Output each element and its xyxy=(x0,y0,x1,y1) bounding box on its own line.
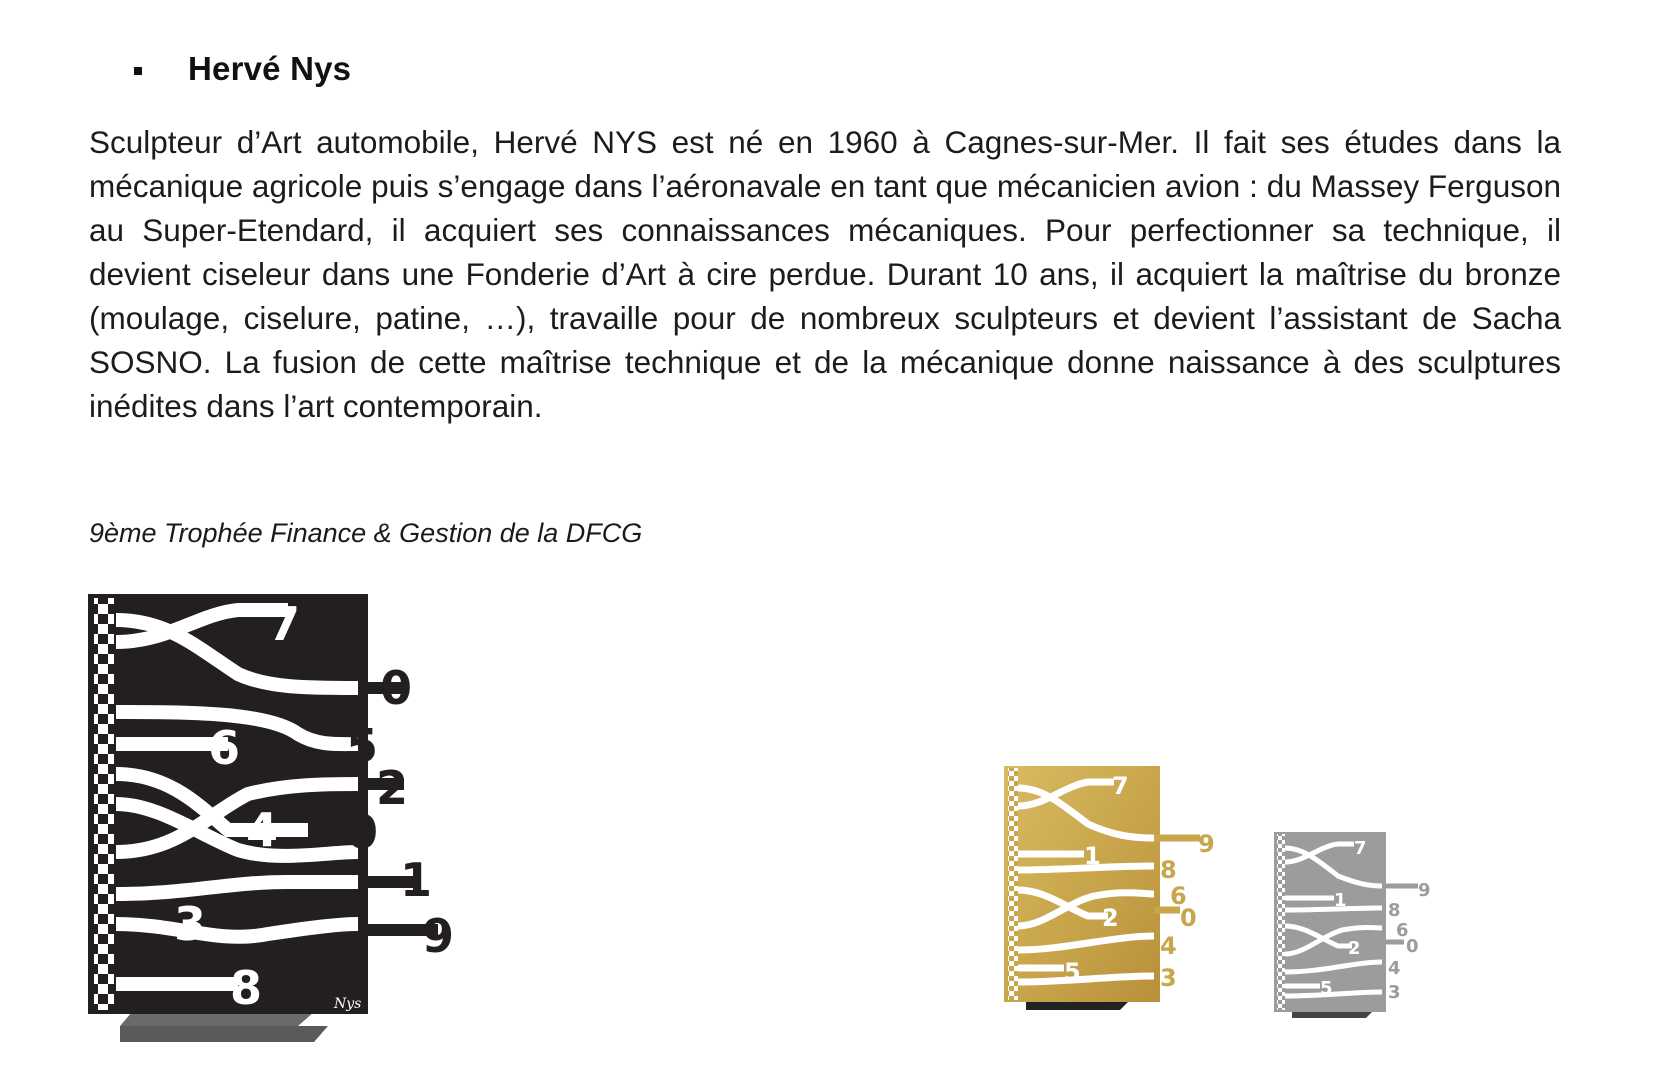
trophy-gold-image xyxy=(1004,766,1224,1016)
square-bullet-icon xyxy=(134,67,142,75)
trophy-gold-right-number: 6 xyxy=(1170,882,1187,910)
trophy-silver-right-number: 4 xyxy=(1388,958,1401,979)
trophy-gold-right-number: 8 xyxy=(1160,856,1177,884)
trophy-main-right-number: 0 xyxy=(380,661,413,715)
trophy-main-right-number: 9 xyxy=(422,909,455,963)
trophy-main-checker xyxy=(94,598,114,1010)
trophy-gold-right-number: 9 xyxy=(1198,830,1215,858)
trophy-main-left-number: 7 xyxy=(268,597,301,651)
trophy-gold-left-number: 7 xyxy=(1112,772,1129,800)
trophy-signature: Nys xyxy=(334,996,362,1012)
trophy-main-right-number: 2 xyxy=(376,761,409,815)
trophy-main-image xyxy=(88,594,488,1046)
trophy-caption: 9ème Trophée Finance & Gestion de la DFCG xyxy=(89,518,643,548)
section-heading xyxy=(134,50,351,88)
trophy-silver-right-number: 0 xyxy=(1406,936,1419,957)
trophy-gold-left-number: 2 xyxy=(1102,904,1119,932)
trophy-gold-right-number: 3 xyxy=(1160,964,1177,992)
trophy-main-right-number: 0 xyxy=(346,805,379,859)
trophy-silver-right-number: 9 xyxy=(1418,880,1431,901)
trophy-silver-left-number: 1 xyxy=(1334,890,1347,911)
biography-paragraph: Sculpteur d’Art automobile, Hervé NYS est né en 1960 à Cagnes-sur-Mer. Il fait ses études dans la mécanique agricole puis s’engage dans l’aéronavale en tant que mécanicien avion : du Massey Ferguson au Super-Etendard, il acquiert ses connaissances mécaniques. Pour perfectionner sa technique, il devient ciseleur dans une Fonderie d’Art à cire perdue. Durant 10 ans, il acquiert la maîtrise du bronze (moulage, ciselure, patine, …), travaille pour de nombreux sculpteurs et devient l’assistant de Sacha SOSNO. La fusion de cette maîtrise technique et de la mécanique donne naissance à des sculptures inédites dans l’art contemporain. xyxy=(89,124,1561,424)
trophy-gold-right-number: 0 xyxy=(1180,904,1197,932)
trophy-gold-left-number: 1 xyxy=(1084,842,1101,870)
trophy-main-right-number: 1 xyxy=(400,853,433,907)
trophy-silver-left-number: 5 xyxy=(1320,978,1333,999)
trophy-silver-right-number: 6 xyxy=(1396,920,1409,941)
trophy-silver-svg xyxy=(1274,832,1444,1022)
heading-title: Hervé Nys xyxy=(188,50,352,87)
trophy-gold-left-number: 5 xyxy=(1064,958,1081,986)
trophy-main-left-number: 4 xyxy=(246,803,279,857)
trophy-silver-right-number: 3 xyxy=(1388,982,1401,1003)
trophy-silver-left-number: 7 xyxy=(1354,838,1367,859)
trophy-main-base xyxy=(120,1026,328,1042)
trophy-gold-right-number: 4 xyxy=(1160,932,1177,960)
trophy-main-left-number: 8 xyxy=(230,961,263,1015)
trophy-gold-svg xyxy=(1004,766,1224,1016)
trophy-main-right-number: 5 xyxy=(346,719,379,773)
trophy-main-left-number: 3 xyxy=(174,897,207,951)
trophy-silver-right-number: 8 xyxy=(1388,900,1401,921)
trophy-main-left-number: 6 xyxy=(208,721,241,775)
trophy-silver-left-number: 2 xyxy=(1348,938,1361,959)
trophy-silver-image xyxy=(1274,832,1444,1022)
trophy-main-svg xyxy=(88,594,488,1046)
